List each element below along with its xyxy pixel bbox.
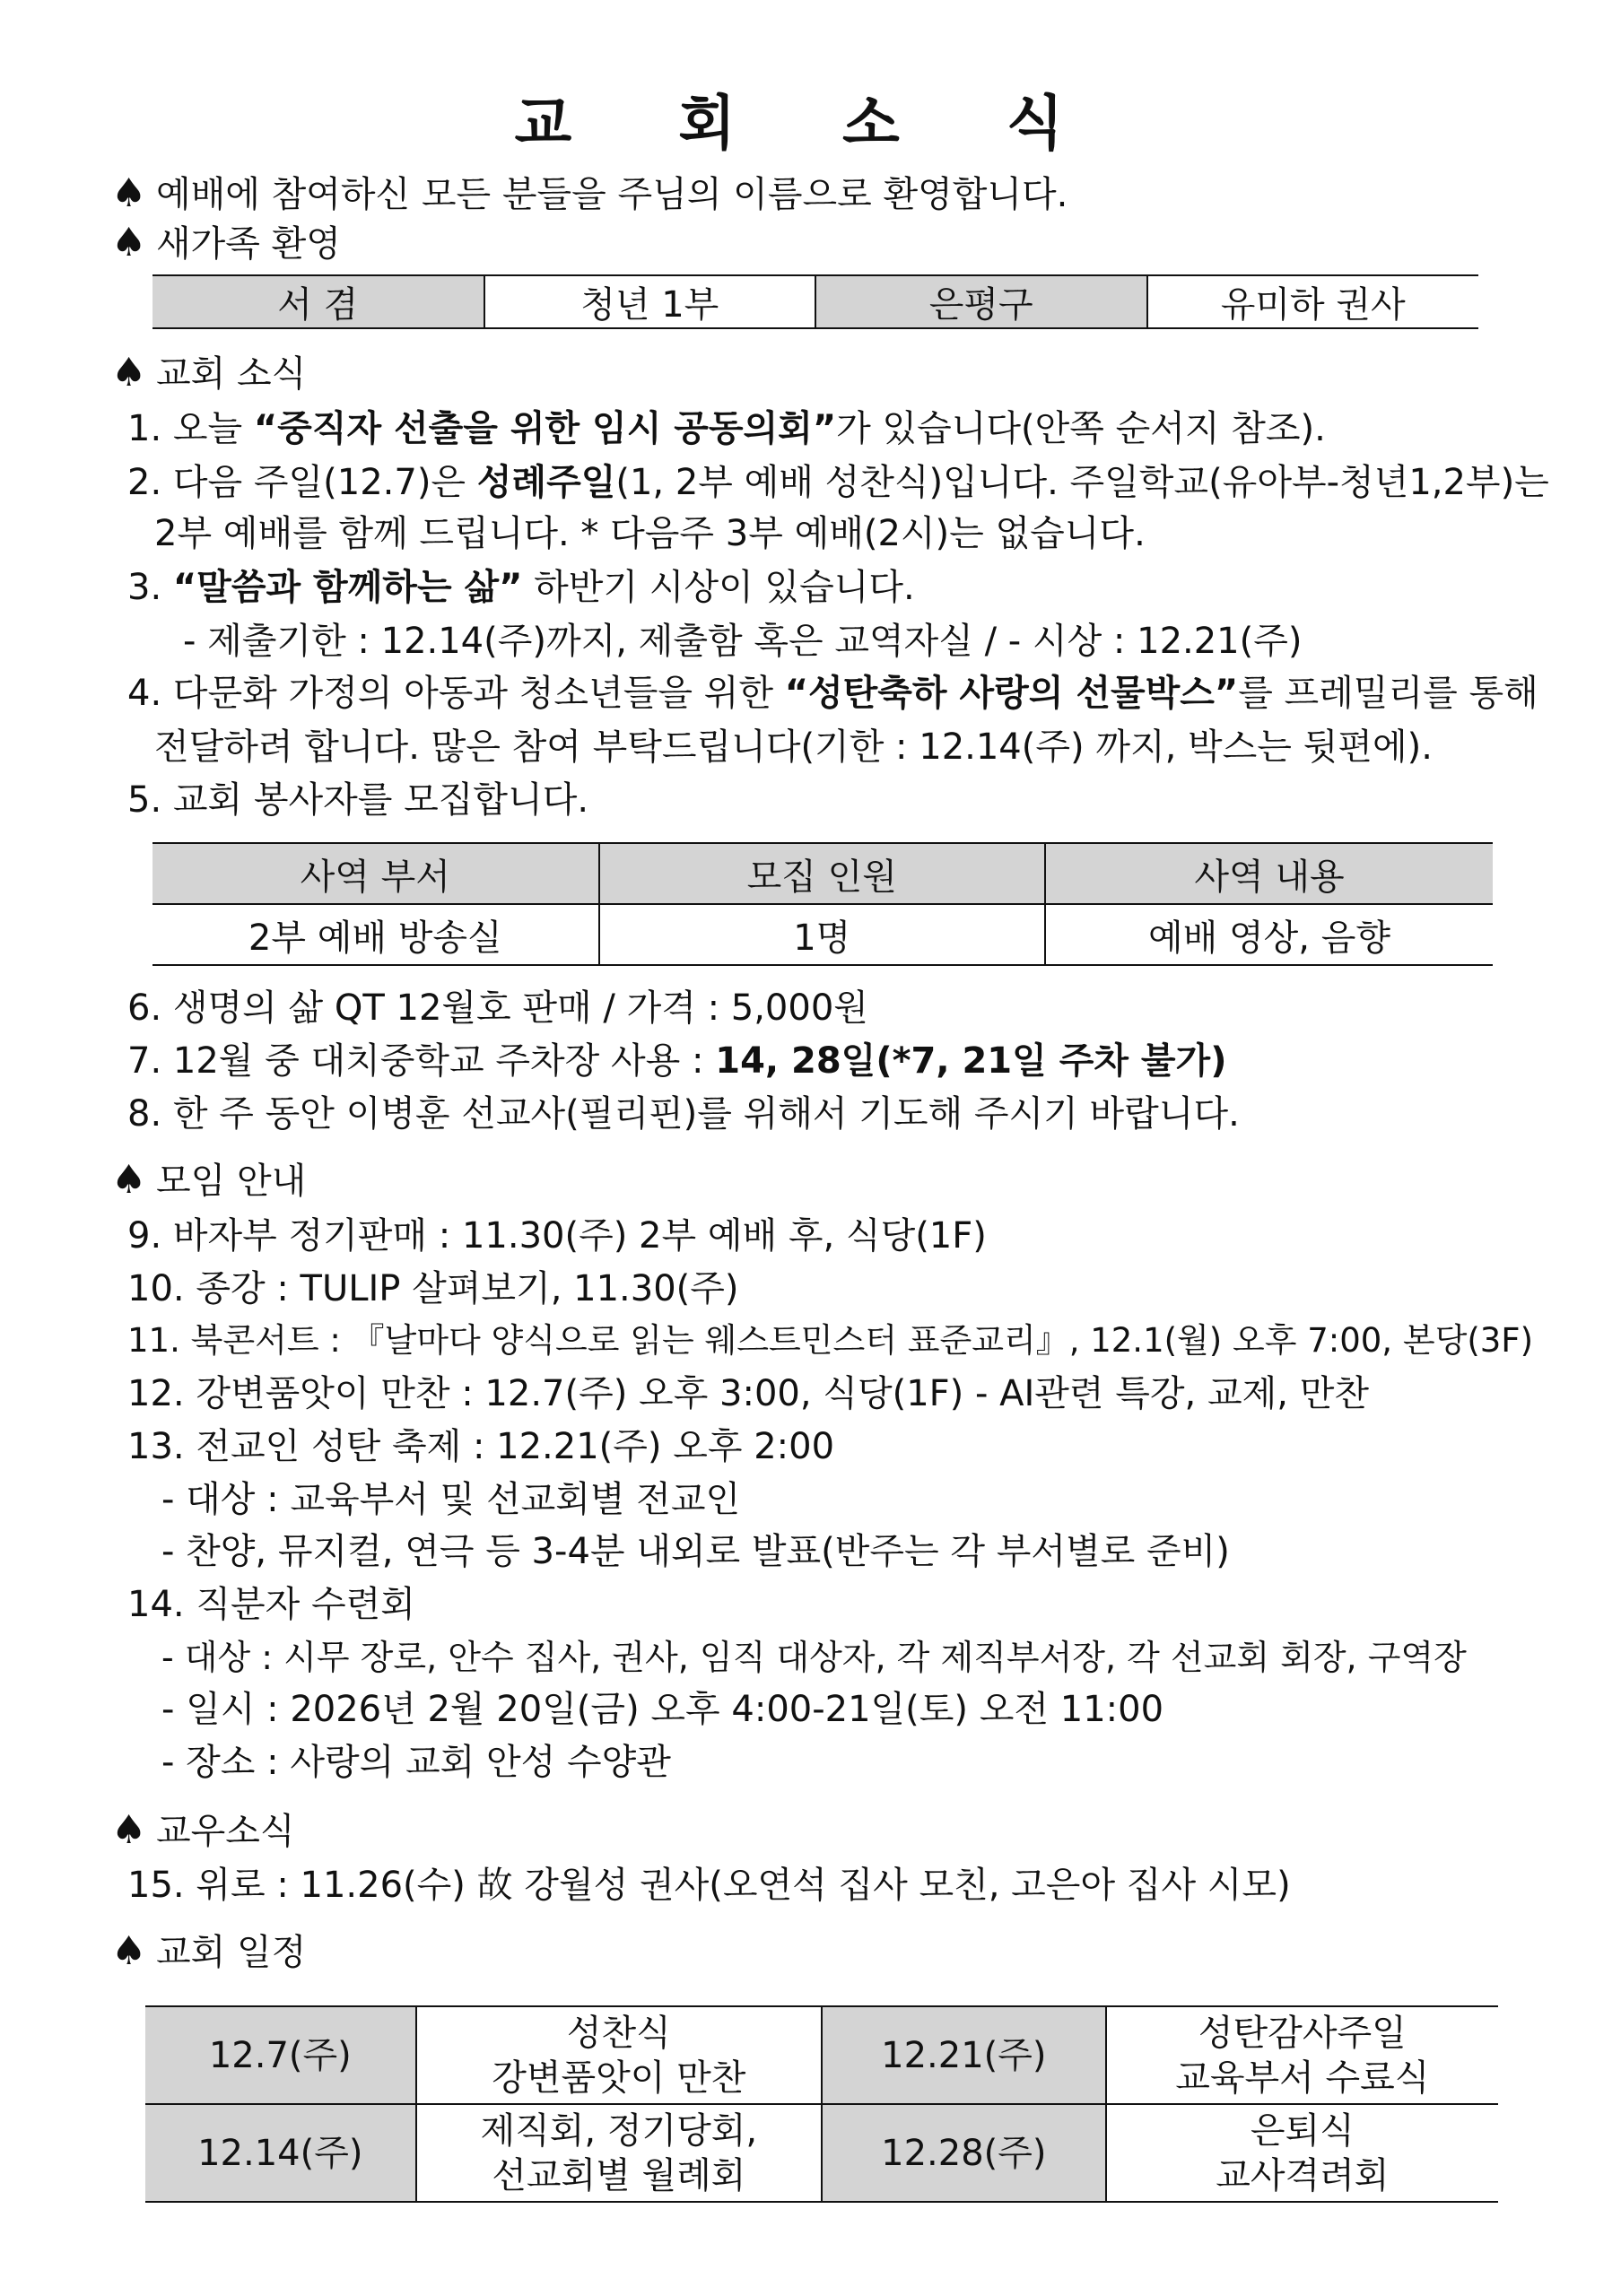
news-item-4 <box>127 668 1538 718</box>
section-heading: 교우소식 <box>156 1811 295 1852</box>
meeting-item-10: 10. 종강 : TULIP 살펴보기, 11.30(주) <box>127 1268 739 1309</box>
church-news-heading <box>111 348 306 399</box>
table-header-row <box>153 843 1493 904</box>
item-text: 1. 오늘 <box>127 408 254 449</box>
schedule-date: 12.21(주) <box>822 2006 1106 2104</box>
news-item-2 <box>127 457 1549 508</box>
meeting-item-14-date: - 일시 : 2026년 2월 20일(금) 오후 4:00-21일(토) 오전 11:00 <box>161 1689 1164 1730</box>
item-text: 3. <box>127 567 173 608</box>
table-cell: 1명 <box>599 904 1046 965</box>
item-bold-text: “중직자 선출을 위한 임시 공동의회” <box>253 408 837 449</box>
meeting-item-13-target: - 대상 : 교육부서 및 선교회별 전교인 <box>161 1479 741 1520</box>
table-header-cell: 사역 부서 <box>153 843 599 904</box>
volunteer-table <box>153 842 1493 966</box>
meeting-item-9: 9. 바자부 정기판매 : 11.30(주) 2부 예배 후, 식당(1F) <box>127 1215 987 1257</box>
section-heading: 모임 안내 <box>156 1161 307 1202</box>
news-item-3-line2: - 제출기한 : 12.14(주)까지, 제출함 혹은 교역자실 / - 시상 : 12.21(주) <box>183 621 1303 662</box>
meeting-item-13: 13. 전교인 성탄 축제 : 12.21(주) 오후 2:00 <box>127 1426 835 1467</box>
meetings-heading <box>111 1155 306 1206</box>
table-cell: 2부 예배 방송실 <box>248 917 502 959</box>
spade-icon: ♠ <box>111 220 147 265</box>
item-text: 가 있습니다(안쪽 순서지 참조). <box>836 408 1326 449</box>
section-heading: 교회 일정 <box>156 1932 307 1973</box>
table-header-cell: 모집 인원 <box>599 843 1046 904</box>
schedule-date: 12.28(주) <box>822 2104 1106 2202</box>
table-cell: 유미하 권사 <box>1147 275 1479 328</box>
news-item-2-line2: 2부 예배를 함께 드립니다. * 다음주 3부 예배(2시)는 없습니다. <box>154 513 1146 554</box>
item-text: 하반기 시상이 있습니다. <box>522 567 915 608</box>
spade-icon: ♠ <box>111 1928 147 1974</box>
new-family-heading <box>111 218 341 269</box>
news-item-8: 8. 한 주 동안 이병훈 선교사(필리핀)를 위해서 기도해 주시기 바랍니다. <box>127 1093 1240 1135</box>
event-line: 성찬식 <box>566 2012 671 2054</box>
schedule-event <box>416 2006 822 2104</box>
event-line: 제직회, 정기당회, <box>480 2109 758 2152</box>
welcome-line <box>111 169 1068 220</box>
event-line: 교사격려회 <box>1216 2154 1390 2196</box>
event-line: 성탄감사주일 <box>1198 2012 1407 2054</box>
event-line: 교육부서 수료식 <box>1175 2057 1430 2099</box>
item-bold-text: 성례주일 <box>476 462 616 503</box>
table-row <box>145 2104 1498 2202</box>
meeting-item-11: 11. 북콘서트 : 『날마다 양식으로 읽는 웨스트민스터 표준교리』, 12.1(월) 오후 7:00, 본당(3F) <box>127 1321 1534 1360</box>
meeting-item-12: 12. 강변품앗이 만찬 : 12.7(주) 오후 3:00, 식당(1F) - AI관련 특강, 교제, 만찬 <box>127 1373 1369 1414</box>
item-text: 를 프레밀리를 통해 <box>1238 673 1538 714</box>
event-line: 강변품앗이 만찬 <box>492 2057 746 2099</box>
item-text: (1, 2부 예배 성찬식)입니다. 주일학교(유아부-청년1,2부)는 <box>615 462 1549 503</box>
event-line: 은퇴식 <box>1250 2109 1355 2152</box>
item-text: 2. 다음 주일(12.7)은 <box>127 462 477 503</box>
spade-icon: ♠ <box>111 350 147 396</box>
table-cell: 예배 영상, 음향 <box>1045 904 1493 965</box>
news-item-3 <box>127 562 915 613</box>
meeting-item-13-program: - 찬양, 뮤지컬, 연극 등 3-4분 내외로 발표(반주는 각 부서별로 준비) <box>161 1531 1230 1572</box>
item-bold-text: “말씀과 함께하는 삶” <box>172 567 523 608</box>
news-item-5: 5. 교회 봉사자를 모집합니다. <box>127 779 589 821</box>
meeting-item-14-place: - 장소 : 사랑의 교회 안성 수양관 <box>161 1742 671 1783</box>
new-family-table <box>153 274 1478 329</box>
item-bold-text: “성탄축하 사랑의 선물박스” <box>784 673 1239 714</box>
schedule-event <box>1106 2104 1498 2202</box>
item-text: 4. 다문화 가정의 아동과 청소년들을 위한 <box>127 673 785 714</box>
schedule-event <box>416 2104 822 2202</box>
table-row <box>153 904 1493 965</box>
spade-icon: ♠ <box>111 170 147 216</box>
section-heading: 교회 소식 <box>156 353 307 395</box>
member-news-heading <box>111 1805 295 1857</box>
section-heading: 새가족 환영 <box>156 223 341 265</box>
event-line: 선교회별 월례회 <box>492 2154 746 2196</box>
news-item-4-line2: 전달하려 합니다. 많은 참여 부탁드립니다(기한 : 12.14(주) 까지, 박스는 뒷편에). <box>154 726 1433 768</box>
meeting-item-14-target: - 대상 : 시무 장로, 안수 집사, 권사, 임직 대상자, 각 제직부서장, 각 선교회 회장, 구역장 <box>161 1638 1467 1677</box>
schedule-date: 12.14(주) <box>145 2104 416 2202</box>
item-bold-text: 14, 28일(*7, 21일 주차 불가) <box>715 1040 1227 1082</box>
item-text: 7. 12월 중 대치중학교 주차장 사용 : <box>127 1040 716 1082</box>
news-item-6: 6. 생명의 삶 QT 12월호 판매 / 가격 : 5,000원 <box>127 987 868 1029</box>
schedule-event <box>1106 2006 1498 2104</box>
table-cell: 청년 1부 <box>484 275 816 328</box>
meeting-item-14: 14. 직분자 수련회 <box>127 1584 415 1625</box>
table-cell: 은평구 <box>815 275 1147 328</box>
news-item-1 <box>127 404 1326 454</box>
schedule-date: 12.7(주) <box>145 2006 416 2104</box>
table-row <box>153 275 1478 328</box>
welcome-text: 예배에 참여하신 모든 분들을 주님의 이름으로 환영합니다. <box>156 174 1068 215</box>
table-header-cell: 사역 내용 <box>1045 843 1493 904</box>
news-item-7 <box>127 1036 1226 1086</box>
page-title: 교 회 소 식 <box>514 89 1107 158</box>
spade-icon: ♠ <box>111 1157 147 1203</box>
table-row <box>145 2006 1498 2104</box>
table-cell: 서 겸 <box>153 275 484 328</box>
member-news-item-15: 15. 위로 : 11.26(수) 故 강월성 권사(오연석 집사 모친, 고은아 집사 시모) <box>127 1865 1291 1906</box>
schedule-table <box>145 2005 1498 2203</box>
schedule-heading <box>111 1926 306 1978</box>
spade-icon: ♠ <box>111 1807 147 1853</box>
